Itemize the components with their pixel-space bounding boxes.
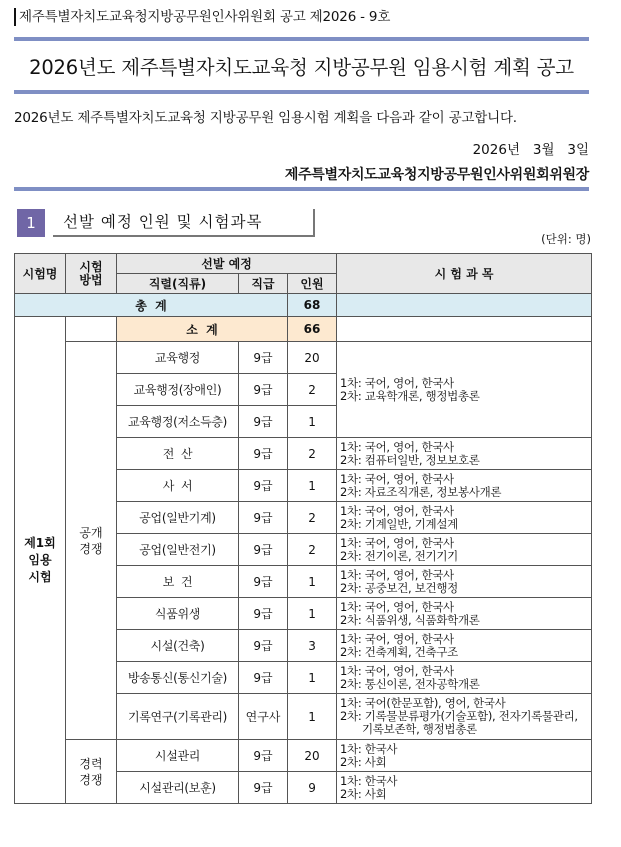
grade-cell: 9급 <box>239 438 288 470</box>
section-number: 1 <box>17 209 45 237</box>
position-cell: 보 건 <box>117 566 239 598</box>
header-grade: 직급 <box>239 274 288 294</box>
subjects-cell: 1차: 국어, 영어, 한국사 2차: 전기이론, 전기기기 <box>337 534 592 566</box>
count-cell: 2 <box>288 502 337 534</box>
header-method: 시험 방법 <box>66 254 117 294</box>
position-cell: 공업(일반기계) <box>117 502 239 534</box>
position-cell: 교육행정 <box>117 342 239 374</box>
count-cell: 2 <box>288 438 337 470</box>
count-cell: 20 <box>288 342 337 374</box>
count-cell: 1 <box>288 470 337 502</box>
intro-text: 2026년도 제주특별자치도교육청 지방공무원 임용시험 계획을 다음과 같이 공고합니다. <box>14 110 517 126</box>
position-cell: 전 산 <box>117 438 239 470</box>
grade-cell: 9급 <box>239 534 288 566</box>
grade-cell: 9급 <box>239 374 288 406</box>
section-title: 선발 예정 인원 및 시험과목 <box>53 209 315 237</box>
position-cell: 사 서 <box>117 470 239 502</box>
count-cell: 2 <box>288 374 337 406</box>
header-count: 인원 <box>288 274 337 294</box>
count-cell: 3 <box>288 630 337 662</box>
issuer-name: 제주특별자치도교육청지방공무원인사위원회위원장 <box>284 167 589 183</box>
total-label: 총 계 <box>15 294 288 317</box>
subtotal-label: 소 계 <box>117 317 288 342</box>
count-cell: 1 <box>288 598 337 630</box>
position-cell: 교육행정(장애인) <box>117 374 239 406</box>
notice-number: 제주특별자치도교육청지방공무원인사위원회 공고 제2026 - 9호 <box>14 8 390 26</box>
header-exam-name: 시험명 <box>15 254 66 294</box>
subjects-cell: 1차: 국어(한문포함), 영어, 한국사 2차: 기록물분류평가(기술포함), 전자기록물관리, 기록보존학, 행정법총론 <box>337 694 592 740</box>
total-count: 68 <box>288 294 337 317</box>
count-cell: 1 <box>288 406 337 438</box>
header-position: 직렬(직류) <box>117 274 239 294</box>
unit-label: (단위: 명) <box>541 232 591 246</box>
title-rule <box>14 90 589 94</box>
header-subjects: 시 험 과 목 <box>337 254 592 294</box>
grade-cell: 9급 <box>239 566 288 598</box>
top-rule <box>14 37 589 41</box>
grade-cell: 9급 <box>239 740 288 772</box>
subjects-cell: 1차: 국어, 영어, 한국사 2차: 자료조직개론, 정보봉사개론 <box>337 470 592 502</box>
total-subjects <box>337 294 592 317</box>
header-planned: 선발 예정 <box>117 254 337 274</box>
grade-cell: 9급 <box>239 630 288 662</box>
position-cell: 공업(일반전기) <box>117 534 239 566</box>
grade-cell: 9급 <box>239 502 288 534</box>
count-cell: 20 <box>288 740 337 772</box>
position-cell: 식품위생 <box>117 598 239 630</box>
notice-date: 2026년 3월 3일 <box>472 142 589 158</box>
subtotal-subjects <box>337 317 592 342</box>
subjects-cell-admin: 1차: 국어, 영어, 한국사 2차: 교육학개론, 행정법총론 <box>337 342 592 438</box>
grade-cell: 9급 <box>239 598 288 630</box>
subjects-cell: 1차: 국어, 영어, 한국사 2차: 컴퓨터일반, 정보보호론 <box>337 438 592 470</box>
exam-name-cell: 제1회 임용 시험 <box>15 317 66 804</box>
position-cell: 시설(건축) <box>117 630 239 662</box>
subtotal-spacer <box>66 317 117 342</box>
grade-cell: 9급 <box>239 470 288 502</box>
subjects-cell: 1차: 한국사 2차: 사회 <box>337 772 592 804</box>
subtotal-count: 66 <box>288 317 337 342</box>
grade-cell: 9급 <box>239 772 288 804</box>
page-title: 2026년도 제주특별자치도교육청 지방공무원 임용시험 계획 공고 <box>29 56 574 79</box>
recruitment-table <box>14 253 592 804</box>
count-cell: 1 <box>288 566 337 598</box>
count-cell: 1 <box>288 662 337 694</box>
count-cell: 1 <box>288 694 337 740</box>
grade-cell: 9급 <box>239 662 288 694</box>
grade-cell: 9급 <box>239 342 288 374</box>
subjects-cell: 1차: 국어, 영어, 한국사 2차: 식품위생, 식품화학개론 <box>337 598 592 630</box>
subjects-cell: 1차: 국어, 영어, 한국사 2차: 건축계획, 건축구조 <box>337 630 592 662</box>
subjects-cell: 1차: 국어, 영어, 한국사 2차: 통신이론, 전자공학개론 <box>337 662 592 694</box>
open-competition-cell: 공개 경쟁 <box>66 342 117 740</box>
career-competition-cell: 경력 경쟁 <box>66 740 117 804</box>
position-cell: 기록연구(기록관리) <box>117 694 239 740</box>
position-cell: 시설관리 <box>117 740 239 772</box>
subjects-cell: 1차: 국어, 영어, 한국사 2차: 기계일반, 기계설계 <box>337 502 592 534</box>
issuer-rule <box>14 187 589 191</box>
count-cell: 9 <box>288 772 337 804</box>
subjects-cell: 1차: 국어, 영어, 한국사 2차: 공중보건, 보건행정 <box>337 566 592 598</box>
grade-cell: 9급 <box>239 406 288 438</box>
subjects-cell: 1차: 한국사 2차: 사회 <box>337 740 592 772</box>
position-cell: 방송통신(통신기술) <box>117 662 239 694</box>
position-cell: 시설관리(보훈) <box>117 772 239 804</box>
grade-cell: 연구사 <box>239 694 288 740</box>
position-cell: 교육행정(저소득층) <box>117 406 239 438</box>
count-cell: 2 <box>288 534 337 566</box>
